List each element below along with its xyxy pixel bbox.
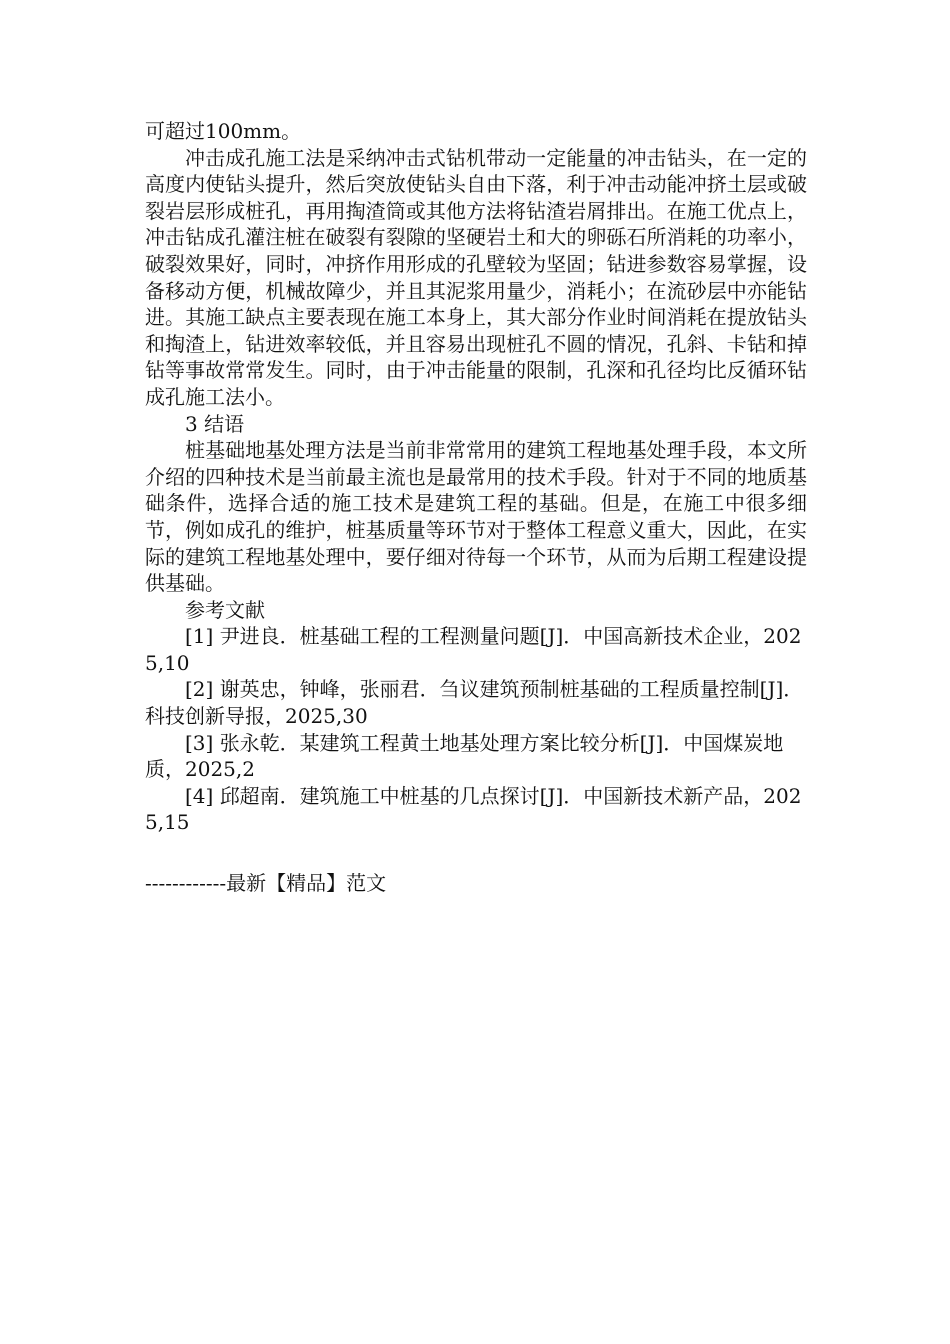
paragraph-impact-drilling-method: 冲击成孔施工法是采纳冲击式钻机带动一定能量的冲击钻头，在一定的高度内使钻头提升，然后突放使钻头自由下落，利于冲击动能冲挤土层或破裂岩层形成桩孔，再用掏渣筒或其他方法将钻渣岩屑排出。在施工优点上，冲击钻成孔灌注桩在破裂有裂隙的坚硬岩土和大的卵砾石所消耗的功率小，破裂效果好，同时，冲挤作用形成的孔壁较为坚固；钻进参数容易掌握，设备移动方便，机械故障少，并且其泥浆用量少，消耗小；在流砂层中亦能钻进。其施工缺点主要表现在施工本身上，其大部分作业时间消耗在提放钻头和掏渣上，钻进效率较低，并且容易出现桩孔不圆的情况，孔斜、卡钻和掉钻等事故常常发生。同时，由于冲击能量的限制，孔深和孔径均比反循环钻成孔施工法小。 <box>145 145 807 409</box>
section-heading-conclusion: 3 结语 <box>185 411 245 436</box>
footer-label: ------------最新【精品】范文 <box>145 871 387 895</box>
references-heading: 参考文献 <box>185 597 265 622</box>
paragraph-conclusion: 桩基础地基处理方法是当前非常常用的建筑工程地基处理手段，本文所介绍的四种技术是当前最主流也是最常用的技术手段。针对于不同的地质基础条件，选择合适的施工技术是建筑工程的基础。但是，在施工中很多细节，例如成孔的维护，桩基质量等环节对于整体工程意义重大，因此，在实际的建筑工程地基处理中，要仔细对待每一个环节，从而为后期工程建设提供基础。 <box>145 438 807 596</box>
reference-item: [4] 邱超南．建筑施工中桩基的几点探讨[J]．中国新技术新产品，2025,15 <box>145 783 802 835</box>
reference-item: [1] 尹进良．桩基础工程的工程测量问题[J]．中国高新技术企业，2025,10 <box>145 624 802 675</box>
paragraph-continuation: 可超过100mm。 <box>145 119 302 143</box>
document-body <box>145 118 807 836</box>
reference-item: [2] 谢英忠，钟峰，张丽君．刍议建筑预制桩基础的工程质量控制[J]．科技创新导报，2025,30 <box>145 677 804 729</box>
reference-list <box>145 623 807 836</box>
reference-item: [3] 张永乾．某建筑工程黄土地基处理方案比较分析[J]．中国煤炭地质，2025,2 <box>145 730 784 782</box>
